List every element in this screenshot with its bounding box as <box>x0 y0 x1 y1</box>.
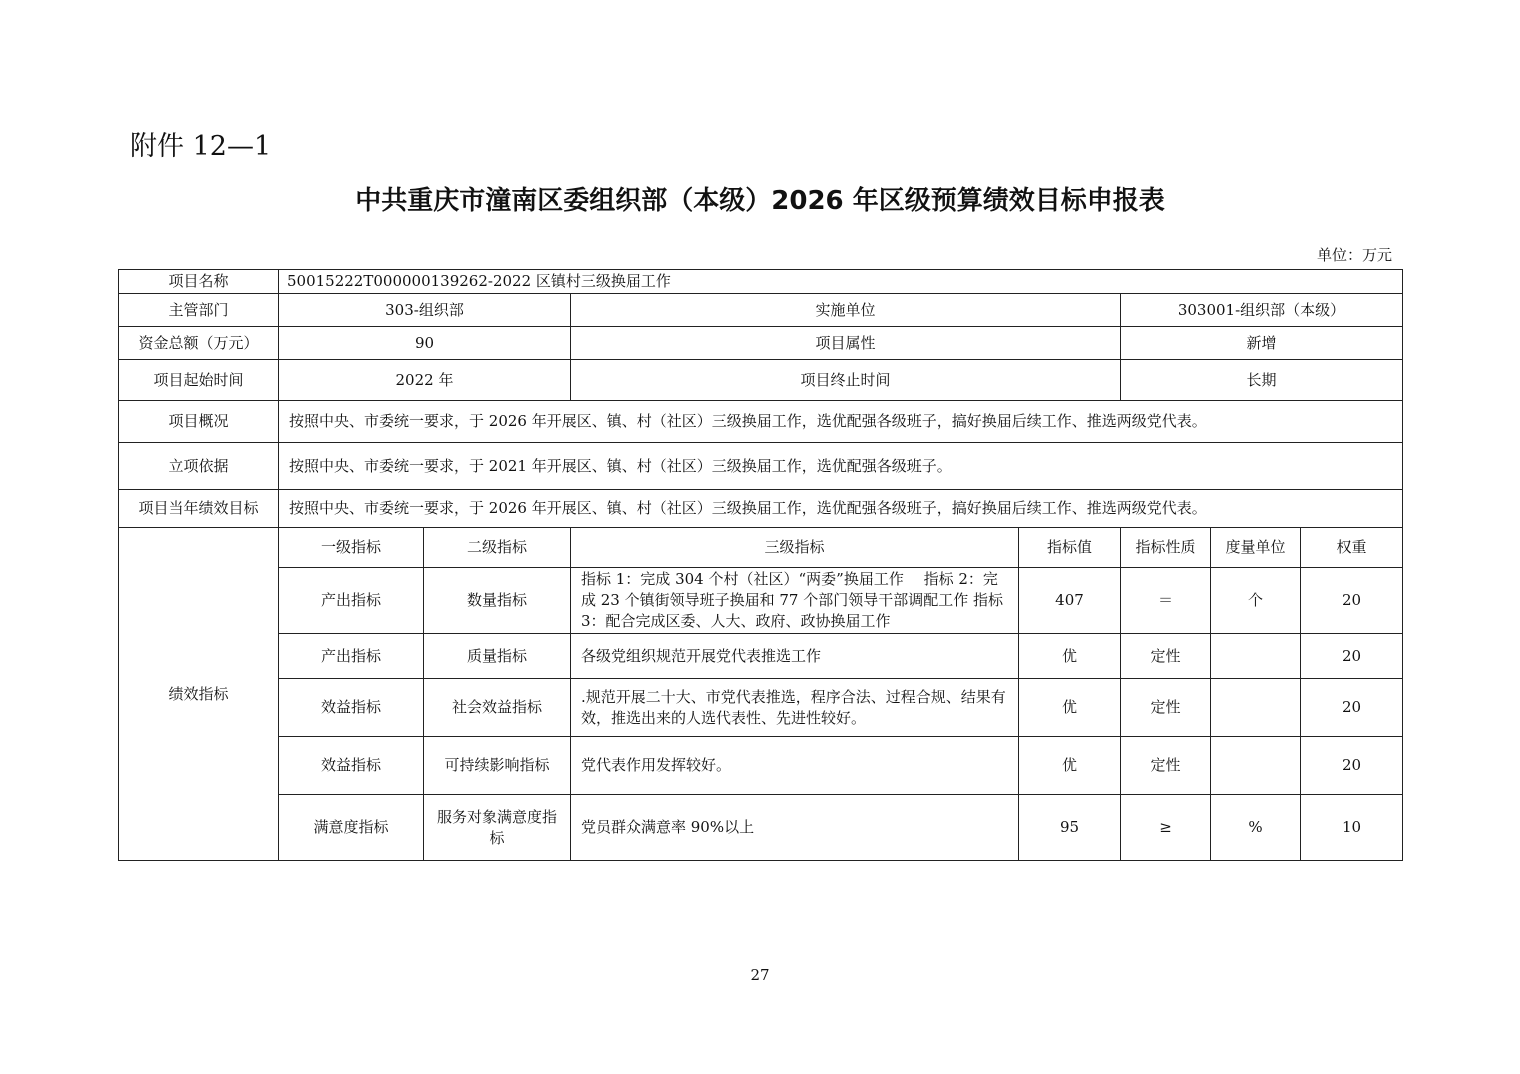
unit-cell <box>1211 679 1301 737</box>
value-cell: 95 <box>1019 795 1121 861</box>
value-cell: 407 <box>1019 568 1121 634</box>
level2-cell: 服务对象满意度指标 <box>424 795 571 861</box>
indicator-row <box>119 795 1403 861</box>
page-number: 27 <box>750 966 770 984</box>
table-row <box>119 360 1403 401</box>
fund-label: 资金总额（万元） <box>119 327 279 360</box>
nature-cell: ≥ <box>1121 795 1211 861</box>
goal-label: 项目当年绩效目标 <box>119 490 279 528</box>
header-cell: 三级指标 <box>571 528 1019 568</box>
nature-cell: ＝ <box>1121 568 1211 634</box>
unit-cell <box>1211 737 1301 795</box>
start-value: 2022 年 <box>279 360 571 401</box>
header-cell: 二级指标 <box>424 528 571 568</box>
table-row <box>119 270 1403 294</box>
basis-label: 立项依据 <box>119 443 279 490</box>
weight-cell: 10 <box>1301 795 1403 861</box>
level2-cell: 质量指标 <box>424 634 571 679</box>
header-cell: 度量单位 <box>1211 528 1301 568</box>
level1-cell: 满意度指标 <box>279 795 424 861</box>
level2-cell: 可持续影响指标 <box>424 737 571 795</box>
unit-cell: 个 <box>1211 568 1301 634</box>
basis-value: 按照中央、市委统一要求，于 2021 年开展区、镇、村（社区）三级换届工作，选优配强各级班子。 <box>279 443 1403 490</box>
nature-cell: 定性 <box>1121 679 1211 737</box>
project-name-value: 50015222T000000139262-2022 区镇村三级换届工作 <box>279 270 1403 294</box>
unit-cell <box>1211 634 1301 679</box>
unit-cell: % <box>1211 795 1301 861</box>
attr-value: 新增 <box>1121 327 1403 360</box>
budget-target-table <box>118 269 1403 861</box>
value-cell: 优 <box>1019 737 1121 795</box>
level1-cell: 效益指标 <box>279 679 424 737</box>
weight-cell: 20 <box>1301 634 1403 679</box>
header-cell: 一级指标 <box>279 528 424 568</box>
level3-cell: 各级党组织规范开展党代表推选工作 <box>571 634 1019 679</box>
header-cell: 指标性质 <box>1121 528 1211 568</box>
table-row <box>119 327 1403 360</box>
dept-value: 303-组织部 <box>279 294 571 327</box>
overview-value: 按照中央、市委统一要求，于 2026 年开展区、镇、村（社区）三级换届工作，选优配强各级班子，搞好换届后续工作、推选两级党代表。 <box>279 401 1403 443</box>
header-cell: 指标值 <box>1019 528 1121 568</box>
indicator-row <box>119 679 1403 737</box>
table-row <box>119 294 1403 327</box>
nature-cell: 定性 <box>1121 737 1211 795</box>
level3-cell: 指标 1：完成 304 个村（社区）“两委”换届工作 指标 2：完成 23 个镇街领导班子换届和 77 个部门领导干部调配工作 指标 3：配合完成区委、人大、政府、政协换届工作 <box>571 568 1019 634</box>
nature-cell: 定性 <box>1121 634 1211 679</box>
indicator-row <box>119 737 1403 795</box>
table-row <box>119 490 1403 528</box>
level3-cell: .规范开展二十大、市党代表推选，程序合法、过程合规、结果有效，推选出来的人选代表性、先进性较好。 <box>571 679 1019 737</box>
dept-label: 主管部门 <box>119 294 279 327</box>
fund-value: 90 <box>279 327 571 360</box>
document-title: 中共重庆市潼南区委组织部（本级）2026 年区级预算绩效目标申报表 <box>355 186 1165 216</box>
unit-label: 单位：万元 <box>1316 246 1392 264</box>
goal-value: 按照中央、市委统一要求，于 2026 年开展区、镇、村（社区）三级换届工作，选优配强各级班子，搞好换届后续工作、推选两级党代表。 <box>279 490 1403 528</box>
project-name-label: 项目名称 <box>119 270 279 294</box>
attr-label: 项目属性 <box>571 327 1121 360</box>
impl-value: 303001-组织部（本级） <box>1121 294 1403 327</box>
level2-cell: 数量指标 <box>424 568 571 634</box>
impl-label: 实施单位 <box>571 294 1121 327</box>
indicator-header-row <box>119 528 1403 568</box>
indicator-section-label: 绩效指标 <box>119 528 279 861</box>
value-cell: 优 <box>1019 679 1121 737</box>
level1-cell: 产出指标 <box>279 568 424 634</box>
table-row <box>119 401 1403 443</box>
weight-cell: 20 <box>1301 679 1403 737</box>
indicator-row <box>119 634 1403 679</box>
table-row <box>119 443 1403 490</box>
start-label: 项目起始时间 <box>119 360 279 401</box>
value-cell: 优 <box>1019 634 1121 679</box>
level1-cell: 效益指标 <box>279 737 424 795</box>
indicator-row <box>119 568 1403 634</box>
level1-cell: 产出指标 <box>279 634 424 679</box>
level3-cell: 党代表作用发挥较好。 <box>571 737 1019 795</box>
attachment-label: 附件 12—1 <box>130 131 272 162</box>
level2-cell: 社会效益指标 <box>424 679 571 737</box>
overview-label: 项目概况 <box>119 401 279 443</box>
header-cell: 权重 <box>1301 528 1403 568</box>
end-value: 长期 <box>1121 360 1403 401</box>
weight-cell: 20 <box>1301 568 1403 634</box>
level3-cell: 党员群众满意率 90%以上 <box>571 795 1019 861</box>
weight-cell: 20 <box>1301 737 1403 795</box>
end-label: 项目终止时间 <box>571 360 1121 401</box>
